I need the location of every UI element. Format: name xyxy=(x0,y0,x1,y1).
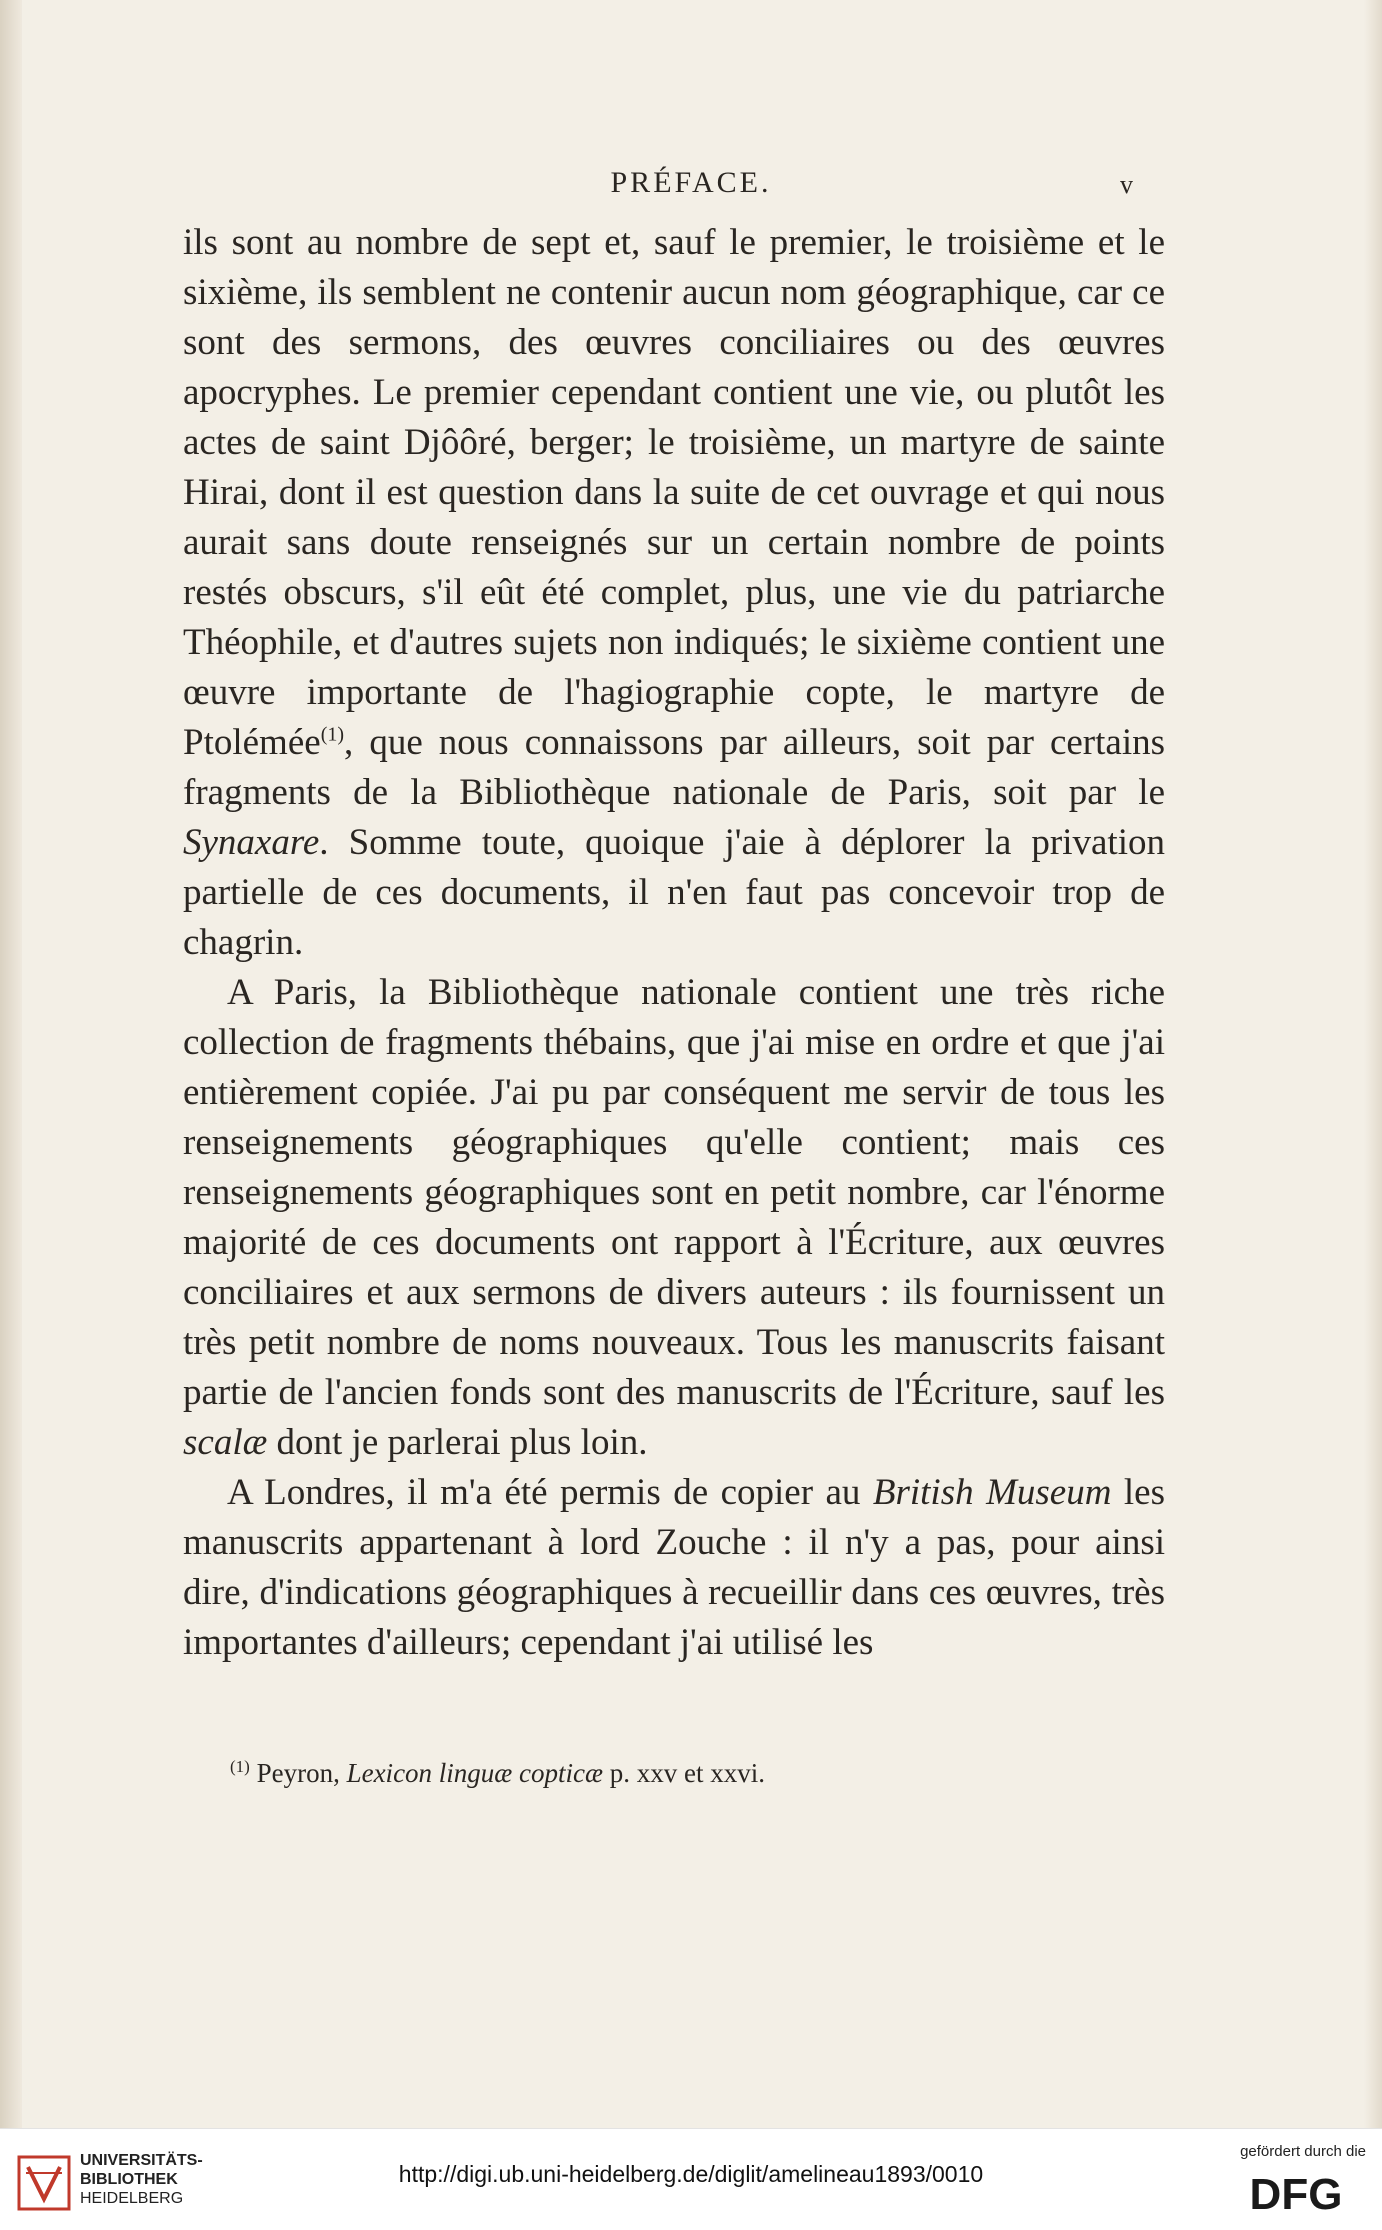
library-name-line-2: BIBLIOTHEK xyxy=(80,2171,178,2188)
paragraph-1 xyxy=(183,218,1165,968)
dfg-logo-icon xyxy=(1226,2169,1366,2217)
paragraph-3-end: les manuscrits appartenant à lord Zouche : il n'y a pas, pour ainsi dire, d'indications géographiques à recueillir dans ces œuvres, très importantes d'ailleurs; cependant j'ai utilisé les xyxy=(183,1472,1165,1663)
page-number: v xyxy=(1120,170,1133,199)
paragraph-2-italic: scalæ xyxy=(183,1422,268,1463)
paragraph-1-end: . Somme toute, quoique j'aie à déplorer la privation partielle de ces documents, il n'en faut pas concevoir trop de chagrin. xyxy=(183,822,1165,963)
running-title: PRÉFACE. xyxy=(610,166,772,199)
footnote xyxy=(230,1758,1130,1789)
library-name-line-1: UNIVERSITÄTS- xyxy=(80,2152,203,2169)
paragraph-2-text: A Paris, la Bibliothèque nationale contient une très riche collection de fragments thébains, que j'ai mise en ordre et que j'ai entièrement copiée. J'ai pu par conséquent me servir de tous les renseignements géographiques qu'elle contient; mais ces renseignements géographiques sont en petit nombre, car l'énorme majorité de ces documents ont rapport à l'Écriture, aux œuvres conciliaires et aux sermons de divers auteurs : ils fournissent un très petit nombre de noms nouveaux. Tous les manuscrits faisant partie de l'ancien fonds sont des manuscrits de l'Écriture, sauf les xyxy=(183,972,1165,1413)
paragraph-1-text: ils sont au nombre de sept et, sauf le premier, le troisième et le sixième, ils semblent ne contenir aucun nom géographique, car ce sont des sermons, des œuvres conciliaires ou des œuvres apocryphes. Le premier cependant contient une vie, ou plutôt les actes de saint Djôôré, berger; le troisième, un martyre de sainte Hirai, dont il est question dans la suite de cet ouvrage et qui nous aurait sans doute renseignés sur un certain nombre de points restés obscurs, s'il eût été complet, plus, une vie du patriarche Théophile, et d'autres sujets non indiqués; le sixième contient une œuvre importante de l'hagiographie copte, le martyre de Ptolémée xyxy=(183,222,1165,763)
library-name-line-3: HEIDELBERG xyxy=(80,2190,184,2207)
paragraph-3 xyxy=(183,1468,1165,1668)
footnote-title: Lexicon linguæ copticæ xyxy=(346,1758,604,1788)
permalink-url[interactable]: http://digi.ub.uni-heidelberg.de/diglit/amelineau1893/0010 xyxy=(398,2161,984,2187)
university-library-logo-icon xyxy=(16,2153,72,2213)
paragraph-2-end: dont je parlerai plus loin. xyxy=(267,1422,648,1463)
paragraph-1-italic: Synaxare xyxy=(183,822,320,863)
footnote-reference: (1) xyxy=(320,723,345,746)
paragraph-1-continuation: , que nous connaissons par ailleurs, soit par certains fragments de la Bibliothèque nationale de Paris, soit par le xyxy=(183,722,1165,813)
paragraph-3-italic: British Museum xyxy=(872,1472,1112,1513)
running-head xyxy=(0,166,1382,210)
viewer-footer xyxy=(0,2128,1382,2230)
paragraph-2 xyxy=(183,968,1165,1468)
funded-by-text: gefördert durch die xyxy=(1240,2143,1366,2160)
library-name xyxy=(80,2151,203,2208)
footnote-mark: (1) xyxy=(230,1757,250,1776)
paragraph-3-text: A Londres, il m'a été permis de copier au xyxy=(227,1472,861,1513)
page-edge-left xyxy=(0,0,22,2128)
dfg-logo-text: DFG xyxy=(1249,2170,1343,2217)
footnote-rest: p. xxv et xxvi. xyxy=(603,1758,766,1788)
page-edge-right xyxy=(1364,0,1382,2128)
footnote-author: Peyron, xyxy=(256,1758,347,1788)
body-text xyxy=(183,218,1165,1668)
